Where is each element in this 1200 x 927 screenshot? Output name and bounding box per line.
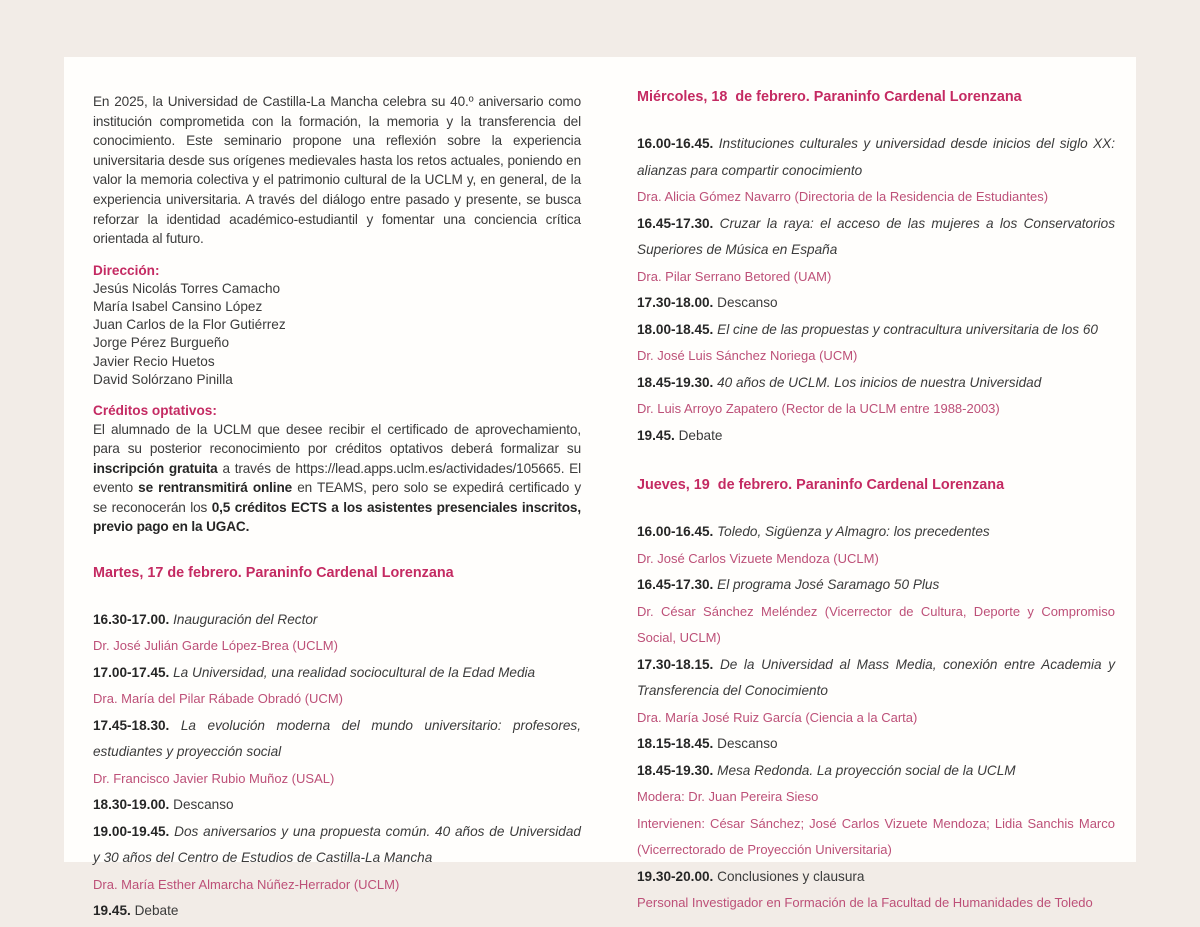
- creditos-bold-3: 0,5 créditos ECTS a los asistentes presenciales inscritos, previo pago en la UGAC.: [93, 499, 581, 535]
- entry-speaker: Personal Investigador en Formación de la Facultad de Humanidades de Toledo: [637, 895, 1093, 910]
- list-item: María Isabel Cansino López: [93, 298, 263, 314]
- schedule-miercoles: [637, 131, 1115, 449]
- schedule-entry: [637, 519, 1115, 546]
- entry-title: Cruzar la raya: el acceso de las mujeres a los Conservatorios Superiores de Música en España: [637, 215, 1115, 257]
- schedule-entry: [93, 819, 581, 872]
- entry-title: 40 años de UCLM. Los inicios de nuestra Universidad: [717, 374, 1042, 390]
- entry-title: Descanso: [173, 797, 234, 813]
- schedule-entry: [93, 660, 581, 687]
- entry-speaker: Dra. María José Ruiz García (Ciencia a la Carta): [637, 709, 918, 725]
- entry-time: 16.45-17.30.: [637, 577, 718, 592]
- list-item: Jorge Pérez Burgueño: [93, 335, 230, 351]
- creditos-bold-2: se rentransmitirá online: [138, 480, 293, 496]
- creditos-paragraph: [93, 420, 581, 537]
- entry-speaker: Dr. Francisco Javier Rubio Muñoz (USAL): [93, 770, 335, 786]
- entry-time: 19.00-19.45.: [93, 823, 175, 839]
- right-column: [637, 87, 1115, 917]
- entry-title: Debate: [678, 427, 723, 443]
- entry-title: Instituciones culturales y universidad desde inicios del siglo XX: alianzas para compartir conocimiento: [637, 136, 1115, 178]
- list-item: David Solórzano Pinilla: [93, 371, 233, 387]
- creditos-text-2: a través de https://lead.apps.uclm.es/actividades/105665. El evento: [93, 460, 581, 496]
- entry-time: 18.45-19.30.: [637, 762, 718, 778]
- schedule-jueves: [637, 519, 1115, 917]
- entry-time: 17.30-18.00.: [637, 295, 718, 310]
- entry-speaker: Dra. María del Pilar Rábade Obradó (UCM): [93, 691, 343, 707]
- entry-time: 18.30-19.00.: [93, 797, 174, 813]
- schedule-entry: [93, 898, 581, 925]
- entry-speaker: Modera: Dr. Juan Pereira Sieso: [637, 789, 819, 804]
- entry-title: De la Universidad al Mass Media, conexión entre Academia y Transferencia del Conocimiento: [637, 656, 1115, 698]
- entry-title: Mesa Redonda. La proyección social de la UCLM: [717, 762, 1016, 778]
- entry-time: 17.00-17.45.: [93, 664, 174, 680]
- document-page: [64, 57, 1136, 919]
- left-column: [93, 87, 581, 925]
- creditos-text-3: en TEAMS, pero solo se expedirá certificado y se reconocerán los: [93, 480, 581, 515]
- schedule-entry: [637, 572, 1115, 599]
- list-item: Javier Recio Huetos: [93, 353, 215, 369]
- entry-time: 19.45.: [93, 903, 135, 919]
- two-column-layout: [93, 87, 1115, 925]
- schedule-entry: [637, 131, 1115, 184]
- schedule-entry: [637, 317, 1115, 344]
- schedule-entry: [637, 370, 1115, 397]
- entry-title: Dos aniversarios y una propuesta común. 40 años de Universidad y 30 años del Centro de Estudios de Castilla-La Mancha: [93, 823, 581, 866]
- entry-title: El cine de las propuestas y contracultura universitaria de los 60: [717, 321, 1098, 337]
- entry-time: 18.15-18.45.: [637, 736, 718, 751]
- schedule-entry: [637, 864, 1115, 891]
- entry-time: 18.00-18.45.: [637, 321, 718, 337]
- intro-paragraph: En 2025, la Universidad de Castilla-La Mancha celebra su 40.º aniversario como institución comprometida con la formación, la memoria y la transferencia del conocimiento. Este seminario propone una reflexión sobre la experiencia universitaria desde sus orígenes medievales hasta los retos actuales, poniendo en valor la memoria colectiva y el patrimonio cultural de la UCLM y, en general, de la experiencia universitaria. A través del diálogo entre pasado y presente, se busca reforzar la identidad académico-estudiantil y fomentar una conciencia crítica orientada al futuro.: [93, 94, 581, 247]
- schedule-martes: [93, 607, 581, 925]
- entry-title: Descanso: [717, 736, 778, 751]
- entry-speaker: Dra. María Esther Almarcha Núñez-Herrador (UCLM): [93, 876, 400, 892]
- creditos-label: Créditos optativos:: [93, 402, 217, 418]
- direccion-list: [93, 280, 581, 389]
- entry-speaker: Dr. César Sánchez Meléndez (Vicerrector de Cultura, Deporte y Compromiso Social, UCLM): [637, 603, 1115, 645]
- entry-time: 16.45-17.30.: [637, 215, 720, 231]
- entry-speaker: Dra. Alicia Gómez Navarro (Directoria de la Residencia de Estudiantes): [637, 189, 1049, 204]
- entry-time: 19.30-20.00.: [637, 868, 718, 884]
- entry-title: La Universidad, una realidad sociocultural de la Edad Media: [173, 664, 536, 680]
- schedule-entry: [93, 713, 581, 766]
- creditos-text-1: El alumnado de la UCLM que desee recibir el certificado de aprovechamiento, para su posterior reconocimiento por créditos optativos deberá formalizar su: [93, 421, 581, 457]
- schedule-entry: [93, 607, 581, 634]
- entry-speaker: Intervienen: César Sánchez; José Carlos Vizuete Mendoza; Lidia Sanchis Marco (Vicerrectorado de Proyección Universitaria): [637, 815, 1115, 857]
- entry-title: La evolución moderna del mundo universitario: profesores, estudiantes y proyección social: [93, 717, 581, 760]
- schedule-entry: [637, 731, 1115, 758]
- schedule-entry: [93, 792, 581, 819]
- entry-time: 18.45-19.30.: [637, 374, 718, 390]
- entry-speaker: Dr. José Julián Garde López-Brea (UCLM): [93, 638, 338, 654]
- schedule-entry: [637, 211, 1115, 264]
- entry-speaker: Dra. Pilar Serrano Betored (UAM): [637, 268, 832, 284]
- entry-time: 17.45-18.30.: [93, 717, 181, 733]
- entry-time: 16.30-17.00.: [93, 611, 174, 627]
- day-header-miercoles: Miércoles, 18 de febrero. Paraninfo Cardenal Lorenzana: [637, 89, 1022, 105]
- entry-title: Toledo, Sigüenza y Almagro: los precedentes: [717, 524, 990, 539]
- entry-title: El programa José Saramago 50 Plus: [717, 577, 940, 592]
- schedule-entry: [637, 290, 1115, 317]
- schedule-entry: [637, 652, 1115, 705]
- entry-title: Inauguración del Rector: [173, 611, 318, 627]
- schedule-entry: [637, 758, 1115, 785]
- list-item: Jesús Nicolás Torres Camacho: [93, 280, 281, 296]
- day-header-jueves: Jueves, 19 de febrero. Paraninfo Cardenal Lorenzana: [637, 477, 1005, 493]
- list-item: Juan Carlos de la Flor Gutiérrez: [93, 317, 286, 333]
- entry-time: 16.00-16.45.: [637, 136, 719, 151]
- entry-title: Debate: [134, 903, 179, 919]
- entry-speaker: Dr. José Carlos Vizuete Mendoza (UCLM): [637, 550, 879, 566]
- entry-speaker: Dr. Luis Arroyo Zapatero (Rector de la UCLM entre 1988-2003): [637, 401, 1000, 416]
- entry-title: Conclusiones y clausura: [717, 868, 865, 884]
- schedule-entry: [637, 423, 1115, 450]
- entry-time: 17.30-18.15.: [637, 656, 720, 672]
- direccion-label: Dirección:: [93, 262, 160, 278]
- entry-speaker: Dr. José Luis Sánchez Noriega (UCM): [637, 348, 858, 363]
- entry-time: 19.45.: [637, 427, 679, 443]
- entry-title: Descanso: [717, 295, 778, 310]
- entry-time: 16.00-16.45.: [637, 524, 718, 539]
- creditos-bold-1: inscripción gratuita: [93, 460, 218, 476]
- day-header-martes: Martes, 17 de febrero. Paraninfo Cardenal Lorenzana: [93, 564, 454, 581]
